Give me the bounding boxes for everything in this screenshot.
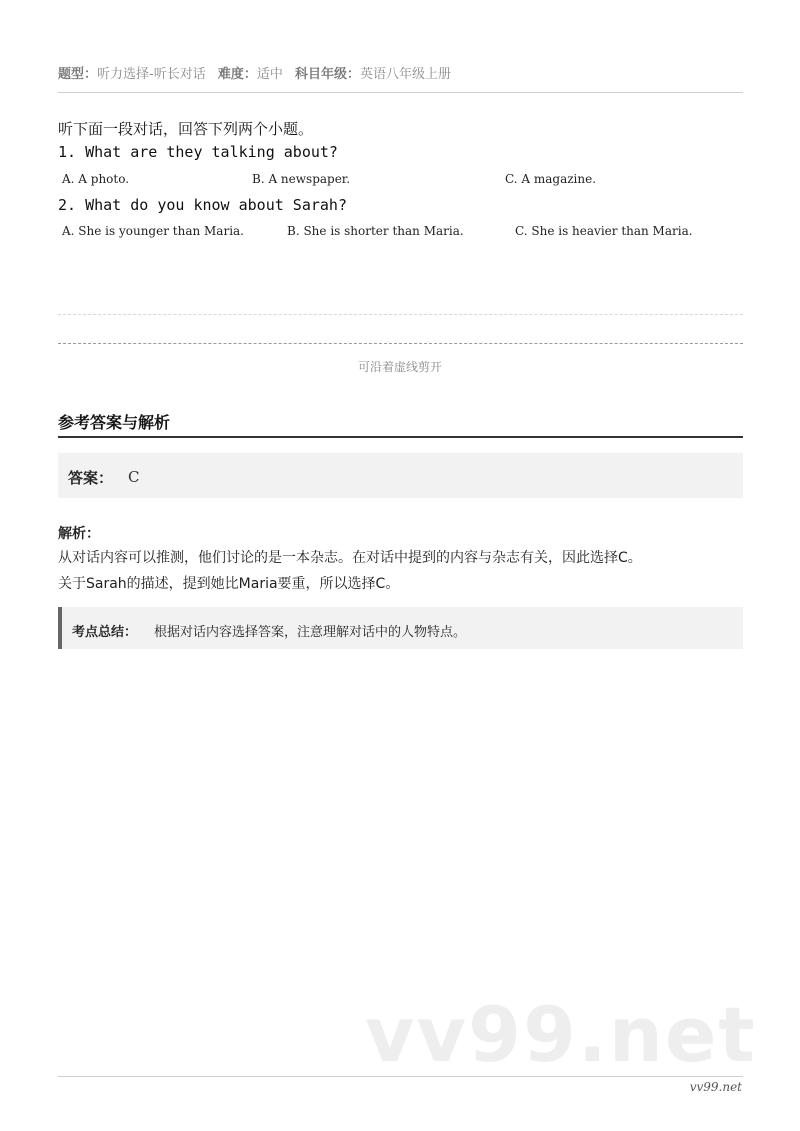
question-2-option-c: C. She is heavier than Maria. xyxy=(515,224,693,238)
difficulty-value: 适中 xyxy=(256,67,283,82)
question-1-option-c: C. A magazine. xyxy=(505,172,597,186)
answer-label: 答案： xyxy=(68,469,114,487)
question-1-option-b: B. A newspaper. xyxy=(252,172,351,186)
summary-box xyxy=(58,607,743,649)
subject-value: 英语八年级上册 xyxy=(360,67,452,82)
faint-dashed-line xyxy=(58,314,743,315)
question-2-option-b: B. She is shorter than Maria. xyxy=(287,224,464,238)
answer-section-divider xyxy=(58,436,743,438)
type-label: 题型： xyxy=(58,67,98,82)
cut-dashed-line xyxy=(58,343,743,344)
summary-label: 考点总结： xyxy=(72,625,138,640)
summary-text: 根据对话内容选择答案，注意理解对话中的人物特点。 xyxy=(154,625,467,640)
question-2-stem: 2. What do you know about Sarah? xyxy=(58,196,347,214)
difficulty-label: 难度： xyxy=(217,67,257,82)
answer-value: C xyxy=(128,468,140,486)
analysis-line-1: 从对话内容可以推测，他们讨论的是一本杂志。在对话中提到的内容与杂志有关，因此选择C。 xyxy=(58,550,642,566)
answer-box xyxy=(58,453,743,498)
subject-label: 科目年级： xyxy=(295,67,361,82)
header-divider xyxy=(58,92,743,93)
question-meta xyxy=(58,63,459,82)
cut-line-hint: 可沿着虚线剪开 xyxy=(357,360,442,374)
answer-section-title: 参考答案与解析 xyxy=(58,413,171,432)
footer-site: vv99.net xyxy=(689,1080,742,1094)
type-value: 听力选择-听长对话 xyxy=(97,67,206,82)
analysis-line-2: 关于Sarah的描述，提到她比Maria要重，所以选择C。 xyxy=(58,576,400,592)
question-1-option-a: A. A photo. xyxy=(62,172,130,186)
question-intro: 听下面一段对话，回答下列两个小题。 xyxy=(58,120,314,138)
question-1-stem: 1. What are they talking about? xyxy=(58,143,338,161)
analysis-label: 解析： xyxy=(58,526,100,542)
question-2-option-a: A. She is younger than Maria. xyxy=(62,224,244,238)
footer-divider xyxy=(58,1076,743,1077)
watermark: vv99.net xyxy=(365,990,757,1079)
